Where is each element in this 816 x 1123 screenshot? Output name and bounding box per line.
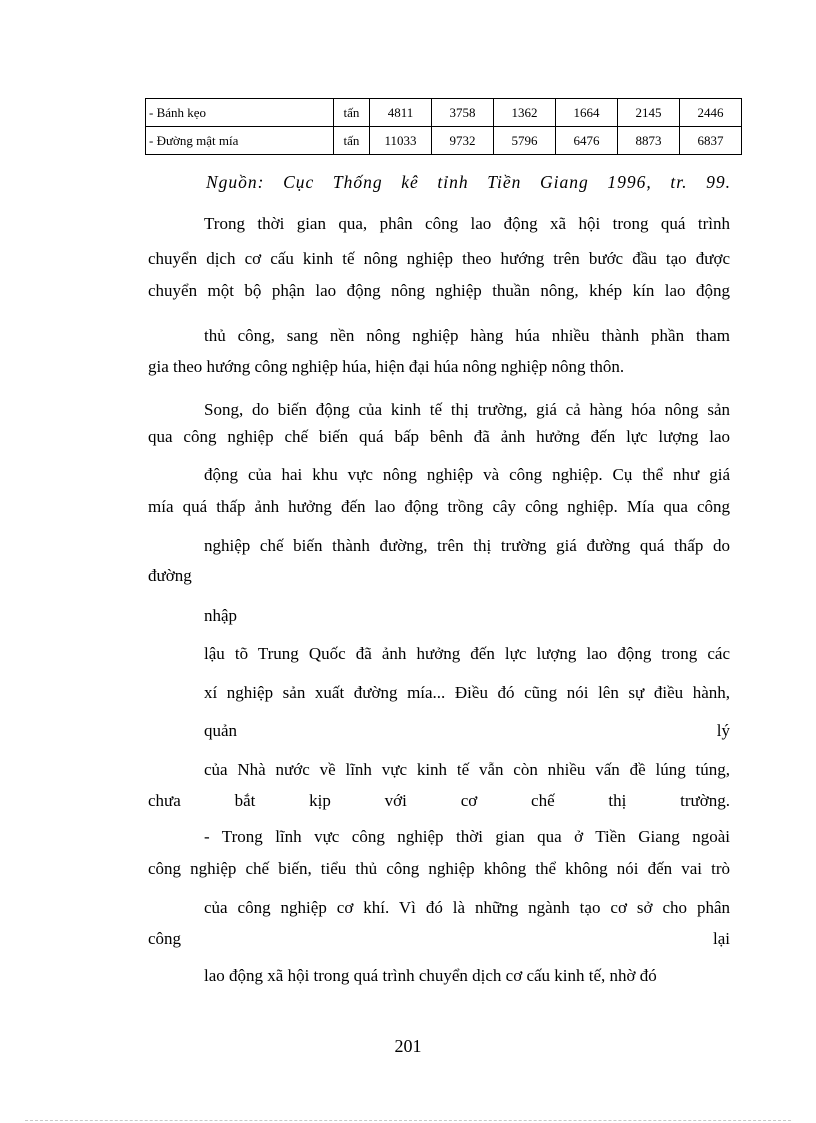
text-line: chuyển dịch cơ cấu kinh tế nông nghiệp theo hướng trên bước đầu tạo được [148, 249, 730, 268]
row-unit: tấn [334, 127, 370, 155]
text-line: - Trong lĩnh vực công nghiệp thời gian qua ở Tiền Giang ngoài [204, 827, 730, 846]
table-cell: 2446 [680, 99, 742, 127]
text-line: công nghiệp chế biến, tiểu thủ công nghiệp không thể không nói đến vai trò [148, 859, 730, 878]
text-line: thủ công, sang nền nông nghiệp hàng húa nhiều thành phần tham [204, 326, 730, 345]
text-line: gia theo hướng công nghiệp húa, hiện đại húa nông nghiệp nông thôn. [148, 357, 625, 376]
text-line: Trong thời gian qua, phân công lao động xã hội trong quá trình [204, 214, 730, 233]
table-cell: 5796 [494, 127, 556, 155]
table-cell: 4811 [370, 99, 432, 127]
text-line: của Nhà nước về lĩnh vực kinh tế vẫn còn nhiều vấn đề lúng túng, [204, 760, 730, 779]
table-cell: 9732 [432, 127, 494, 155]
page-number: 201 [394, 1036, 422, 1056]
page-edge-divider [25, 1120, 791, 1121]
table-cell: 8873 [618, 127, 680, 155]
text-line: chuyển một bộ phận lao động nông nghiệp thuần nông, khép kín lao động [148, 281, 730, 300]
table-cell: 6476 [556, 127, 618, 155]
table-cell: 2145 [618, 99, 680, 127]
text-line: đường [148, 566, 192, 585]
text-line: quản lý [204, 721, 730, 740]
text-line: nhập [204, 606, 238, 625]
table-cell: 1362 [494, 99, 556, 127]
text-line: động của hai khu vực nông nghiệp và công nghiệp. Cụ thể như giá [204, 465, 730, 484]
table-row [146, 99, 742, 127]
text-line: qua công nghiệp chế biến quá bấp bênh đã ảnh hưởng đến lực lượng lao [148, 427, 730, 446]
text-line: nghiệp chế biến thành đường, trên thị trường giá đường quá thấp do [204, 536, 730, 555]
text-line: chưa bắt kịp với cơ chế thị trường. [148, 791, 730, 810]
text-line: lậu tõ Trung Quốc đã ảnh hưởng đến lực lượng lao động trong các [204, 644, 730, 663]
text-line: mía quá thấp ảnh hưởng đến lao động trồng cây công nghiệp. Mía qua công [148, 497, 730, 516]
text-line: công lại [148, 929, 730, 948]
text-line: của công nghiệp cơ khí. Vì đó là những ngành tạo cơ sở cho phân [204, 898, 730, 917]
row-unit: tấn [334, 99, 370, 127]
table-cell: 11033 [370, 127, 432, 155]
text-line: Song, do biến động của kinh tế thị trường, giá cả hàng hóa nông sản [204, 400, 730, 419]
table-cell: 6837 [680, 127, 742, 155]
text-line: lao động xã hội trong quá trình chuyển dịch cơ cấu kinh tế, nhờ đó [204, 966, 657, 985]
source-note: Nguồn: Cục Thống kê tỉnh Tiền Giang 1996, tr. 99. [206, 172, 731, 192]
text-line: xí nghiệp sản xuất đường mía... Điều đó cũng nói lên sự điều hành, [204, 683, 730, 702]
table-row [146, 127, 742, 155]
row-label: - Bánh kẹo [146, 99, 334, 127]
row-label: - Đường mật mía [146, 127, 334, 155]
production-table [145, 98, 742, 155]
table-cell: 1664 [556, 99, 618, 127]
table-cell: 3758 [432, 99, 494, 127]
